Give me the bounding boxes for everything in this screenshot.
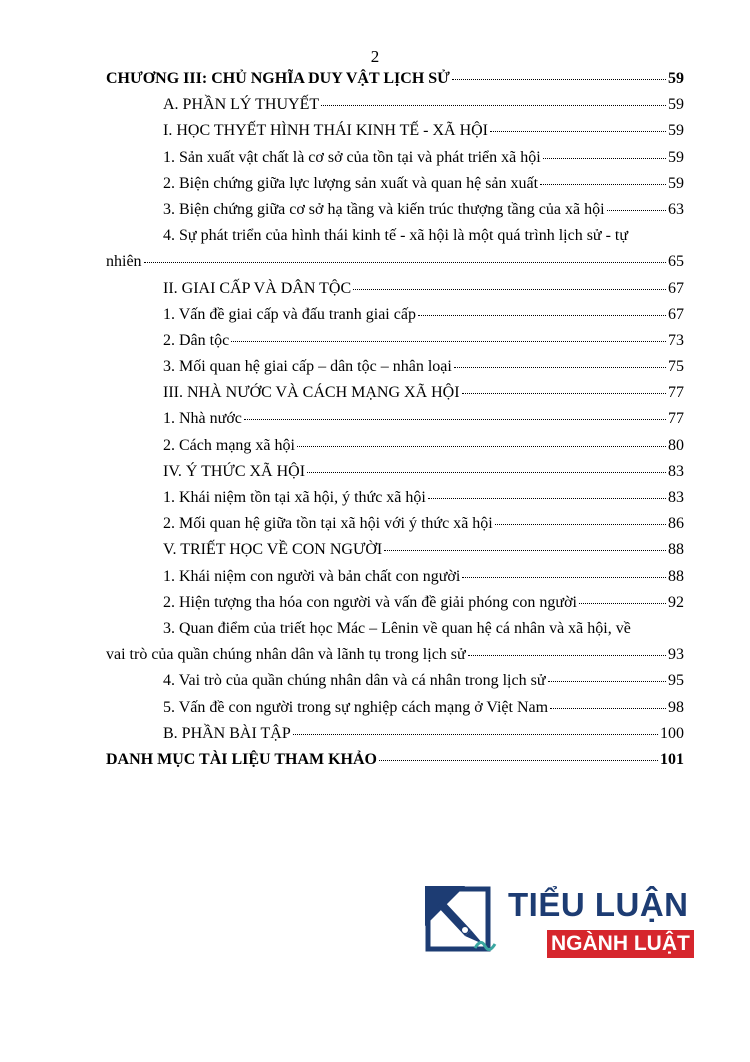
dot-leader [495,524,666,525]
toc-entry[interactable] [106,354,684,380]
dot-leader [540,184,666,185]
toc-entry[interactable] [106,459,684,485]
dot-leader [452,79,666,80]
dot-leader [297,446,666,447]
dot-leader [550,708,666,709]
toc-entry-title: I. HỌC THYẾT HÌNH THÁI KINH TẾ - XÃ HỘI [163,122,488,140]
toc-entry[interactable] [106,564,684,590]
toc-entry-title: 1. Khái niệm tồn tại xã hội, ý thức xã hội [163,489,426,507]
toc-entry-page: 98 [668,698,684,716]
toc-entry[interactable] [106,118,684,144]
dot-leader [144,262,666,263]
table-of-contents [106,66,684,773]
dot-leader [462,393,666,394]
toc-entry-page: 80 [668,436,684,454]
toc-entry[interactable] [106,197,684,223]
toc-entry[interactable] [106,616,684,668]
toc-entry-page: 77 [668,410,684,428]
dot-leader [428,498,666,499]
toc-entry-title: 1. Vấn đề giai cấp và đấu tranh giai cấp [163,305,416,323]
toc-entry-page: 83 [668,489,684,507]
toc-entry-title: 2. Mối quan hệ giữa tồn tại xã hội với ý thức xã hội [163,515,493,533]
toc-entry[interactable] [106,721,684,747]
dot-leader [579,603,666,604]
toc-entry-title: IV. Ý THỨC XÃ HỘI [163,462,306,480]
dot-leader [379,760,658,761]
toc-entry-title: 3. Biện chứng giữa cơ sở hạ tầng và kiến trúc thượng tầng của xã hội [163,200,605,218]
toc-entry-title: 1. Sản xuất vật chất là cơ sở của tồn tại và phát triển xã hội [163,148,541,166]
toc-entry-title-line2: nhiên [106,253,142,271]
dot-leader [454,367,666,368]
dot-leader [607,210,666,211]
toc-entry-title: III. NHÀ NƯỚC VÀ CÁCH MẠNG XÃ HỘI [163,384,460,402]
dot-leader [307,472,666,473]
toc-entry-page: 59 [668,70,684,87]
toc-entry-page: 59 [668,122,684,140]
logo-text-primary: TIỂU LUẬN [508,886,689,923]
toc-entry[interactable] [106,668,684,694]
toc-entry-page: 93 [668,645,684,663]
logo-text-secondary: NGÀNH LUẬT [547,930,694,958]
toc-entry[interactable] [106,537,684,563]
toc-entry[interactable] [106,302,684,328]
pen-nib-icon [425,886,499,960]
toc-entry-page: 73 [668,331,684,349]
dot-leader [418,315,666,316]
dot-leader [231,341,666,342]
toc-entry[interactable] [106,695,684,721]
dot-leader [462,577,666,578]
toc-entry-title-line1: 3. Quan điểm của triết học Mác – Lênin về quan hệ cá nhân và xã hội, về [163,619,631,637]
toc-entry-page: 67 [668,305,684,323]
toc-entry-title: 5. Vấn đề con người trong sự nghiệp cách mạng ở Việt Nam [163,698,549,716]
toc-entry-title: 3. Mối quan hệ giai cấp – dân tộc – nhân loại [163,358,452,376]
toc-entry[interactable] [106,92,684,118]
toc-entry-title-line1: 4. Sự phát triển của hình thái kinh tế - xã hội là một quá trình lịch sử - tự [163,227,629,245]
toc-entry[interactable] [106,328,684,354]
toc-entry-page: 83 [668,462,684,480]
toc-entry-page: 63 [668,200,684,218]
dot-leader [468,655,666,656]
toc-entry-page: 59 [668,174,684,192]
dot-leader [548,681,667,682]
toc-entry-title: B. PHẦN BÀI TẬP [163,724,291,742]
dot-leader [293,734,658,735]
toc-entry-page: 59 [668,148,684,166]
toc-entry-title: 2. Dân tộc [163,331,230,349]
toc-entry-page: 100 [660,724,684,742]
toc-entry-title: V. TRIẾT HỌC VỀ CON NGƯỜI [163,541,383,559]
dot-leader [490,131,666,132]
dot-leader [244,419,666,420]
toc-entry[interactable] [106,171,684,197]
toc-entry-page: 86 [668,515,684,533]
toc-entry-page: 59 [668,96,684,114]
toc-entry-title-line2: vai trò của quần chúng nhân dân và lãnh tụ trong lịch sử [106,645,466,663]
page-number: 2 [370,47,380,66]
toc-entry-title: 4. Vai trò của quần chúng nhân dân và cá nhân trong lịch sử [163,672,546,690]
dot-leader [543,158,666,159]
toc-entry-title: II. GIAI CẤP VÀ DÂN TỘC [163,279,352,297]
toc-entry-page: 75 [668,358,684,376]
toc-entry[interactable] [106,511,684,537]
toc-entry-title: A. PHẦN LÝ THUYẾT [163,96,320,114]
toc-entry-page: 65 [668,253,684,271]
toc-entry[interactable] [106,747,684,773]
toc-entry-title: 1. Nhà nước [163,410,242,428]
toc-entry[interactable] [106,380,684,406]
toc-entry[interactable] [106,485,684,511]
toc-entry-page: 67 [668,279,684,297]
toc-entry-title: 2. Cách mạng xã hội [163,436,295,454]
toc-entry-page: 88 [668,567,684,585]
dot-leader [353,289,666,290]
toc-entry[interactable] [106,590,684,616]
toc-entry-title: 2. Hiện tượng tha hóa con người và vấn đề giải phóng con người [163,593,577,611]
toc-entry-page: 95 [668,672,684,690]
toc-entry-page: 92 [668,593,684,611]
toc-entry-title: CHƯƠNG III: CHỦ NGHĨA DUY VẬT LỊCH SỬ [106,70,450,87]
toc-entry-page: 88 [668,541,684,559]
toc-entry-title: 2. Biện chứng giữa lực lượng sản xuất và quan hệ sản xuất [163,174,539,192]
toc-entry[interactable] [106,433,684,459]
toc-entry-page: 101 [660,750,684,768]
dot-leader [321,105,666,106]
toc-entry-title: DANH MỤC TÀI LIỆU THAM KHẢO [106,750,377,768]
toc-entry[interactable] [106,276,684,302]
toc-entry-page: 77 [668,384,684,402]
toc-entry[interactable] [106,406,684,432]
toc-entry[interactable] [106,66,684,92]
toc-entry[interactable] [106,145,684,171]
brand-logo [425,886,690,966]
toc-entry-title: 1. Khái niệm con người và bản chất con người [163,567,461,585]
dot-leader [384,550,666,551]
toc-entry[interactable] [106,223,684,275]
